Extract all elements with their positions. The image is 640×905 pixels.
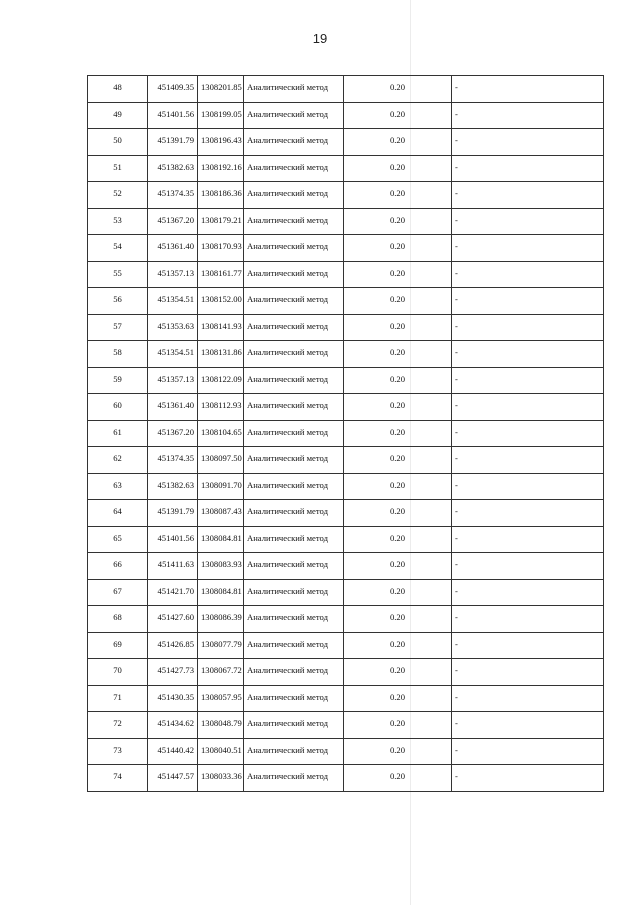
table-row [88, 685, 604, 712]
note-cell: - [452, 659, 604, 686]
method-cell: Аналитический метод [244, 738, 344, 765]
note-cell: - [452, 182, 604, 209]
point-number-cell: 57 [88, 314, 148, 341]
method-cell: Аналитический метод [244, 129, 344, 156]
x-coordinate-cell: 451374.35 [148, 447, 198, 474]
table-row [88, 738, 604, 765]
y-coordinate-cell: 1308097.50 [198, 447, 244, 474]
point-number-cell: 74 [88, 765, 148, 792]
note-cell: - [452, 579, 604, 606]
method-cell: Аналитический метод [244, 102, 344, 129]
y-coordinate-cell: 1308077.79 [198, 632, 244, 659]
method-cell: Аналитический метод [244, 394, 344, 421]
point-number-cell: 58 [88, 341, 148, 368]
accuracy-cell: 0.20 [344, 659, 452, 686]
y-coordinate-cell: 1308048.79 [198, 712, 244, 739]
table-row [88, 129, 604, 156]
accuracy-cell: 0.20 [344, 447, 452, 474]
accuracy-cell: 0.20 [344, 182, 452, 209]
table-row [88, 102, 604, 129]
method-cell: Аналитический метод [244, 685, 344, 712]
method-cell: Аналитический метод [244, 765, 344, 792]
x-coordinate-cell: 451357.13 [148, 367, 198, 394]
point-number-cell: 73 [88, 738, 148, 765]
point-number-cell: 69 [88, 632, 148, 659]
accuracy-cell: 0.20 [344, 208, 452, 235]
accuracy-cell: 0.20 [344, 553, 452, 580]
note-cell: - [452, 685, 604, 712]
note-cell: - [452, 341, 604, 368]
point-number-cell: 60 [88, 394, 148, 421]
note-cell: - [452, 367, 604, 394]
x-coordinate-cell: 451426.85 [148, 632, 198, 659]
note-cell: - [452, 420, 604, 447]
accuracy-cell: 0.20 [344, 500, 452, 527]
accuracy-cell: 0.20 [344, 632, 452, 659]
note-cell: - [452, 765, 604, 792]
table-row [88, 473, 604, 500]
accuracy-cell: 0.20 [344, 765, 452, 792]
accuracy-cell: 0.20 [344, 155, 452, 182]
y-coordinate-cell: 1308152.00 [198, 288, 244, 315]
x-coordinate-cell: 451391.79 [148, 129, 198, 156]
x-coordinate-cell: 451382.63 [148, 155, 198, 182]
note-cell: - [452, 553, 604, 580]
point-number-cell: 59 [88, 367, 148, 394]
method-cell: Аналитический метод [244, 155, 344, 182]
method-cell: Аналитический метод [244, 473, 344, 500]
coordinates-table [87, 75, 604, 792]
method-cell: Аналитический метод [244, 712, 344, 739]
y-coordinate-cell: 1308131.86 [198, 341, 244, 368]
note-cell: - [452, 606, 604, 633]
table-row [88, 765, 604, 792]
note-cell: - [452, 526, 604, 553]
method-cell: Аналитический метод [244, 659, 344, 686]
y-coordinate-cell: 1308201.85 [198, 76, 244, 103]
table-row [88, 579, 604, 606]
table-row [88, 712, 604, 739]
y-coordinate-cell: 1308186.36 [198, 182, 244, 209]
method-cell: Аналитический метод [244, 606, 344, 633]
x-coordinate-cell: 451440.42 [148, 738, 198, 765]
method-cell: Аналитический метод [244, 447, 344, 474]
method-cell: Аналитический метод [244, 420, 344, 447]
note-cell: - [452, 288, 604, 315]
y-coordinate-cell: 1308084.81 [198, 579, 244, 606]
accuracy-cell: 0.20 [344, 261, 452, 288]
accuracy-cell: 0.20 [344, 341, 452, 368]
note-cell: - [452, 738, 604, 765]
method-cell: Аналитический метод [244, 208, 344, 235]
table-row [88, 394, 604, 421]
table-row [88, 526, 604, 553]
x-coordinate-cell: 451447.57 [148, 765, 198, 792]
point-number-cell: 64 [88, 500, 148, 527]
note-cell: - [452, 261, 604, 288]
x-coordinate-cell: 451401.56 [148, 526, 198, 553]
accuracy-cell: 0.20 [344, 579, 452, 606]
method-cell: Аналитический метод [244, 632, 344, 659]
y-coordinate-cell: 1308084.81 [198, 526, 244, 553]
x-coordinate-cell: 451421.70 [148, 579, 198, 606]
accuracy-cell: 0.20 [344, 288, 452, 315]
table-row [88, 659, 604, 686]
x-coordinate-cell: 451382.63 [148, 473, 198, 500]
y-coordinate-cell: 1308122.09 [198, 367, 244, 394]
method-cell: Аналитический метод [244, 261, 344, 288]
y-coordinate-cell: 1308196.43 [198, 129, 244, 156]
note-cell: - [452, 632, 604, 659]
point-number-cell: 67 [88, 579, 148, 606]
accuracy-cell: 0.20 [344, 76, 452, 103]
table-row [88, 447, 604, 474]
note-cell: - [452, 76, 604, 103]
method-cell: Аналитический метод [244, 314, 344, 341]
point-number-cell: 48 [88, 76, 148, 103]
note-cell: - [452, 102, 604, 129]
table-row [88, 341, 604, 368]
table-row [88, 208, 604, 235]
point-number-cell: 70 [88, 659, 148, 686]
accuracy-cell: 0.20 [344, 606, 452, 633]
point-number-cell: 51 [88, 155, 148, 182]
note-cell: - [452, 155, 604, 182]
x-coordinate-cell: 451430.35 [148, 685, 198, 712]
note-cell: - [452, 473, 604, 500]
point-number-cell: 49 [88, 102, 148, 129]
method-cell: Аналитический метод [244, 76, 344, 103]
point-number-cell: 62 [88, 447, 148, 474]
y-coordinate-cell: 1308083.93 [198, 553, 244, 580]
note-cell: - [452, 235, 604, 262]
method-cell: Аналитический метод [244, 235, 344, 262]
table-row [88, 632, 604, 659]
accuracy-cell: 0.20 [344, 314, 452, 341]
method-cell: Аналитический метод [244, 341, 344, 368]
accuracy-cell: 0.20 [344, 473, 452, 500]
accuracy-cell: 0.20 [344, 420, 452, 447]
point-number-cell: 68 [88, 606, 148, 633]
y-coordinate-cell: 1308057.95 [198, 685, 244, 712]
y-coordinate-cell: 1308161.77 [198, 261, 244, 288]
point-number-cell: 65 [88, 526, 148, 553]
page-number: 19 [312, 31, 328, 46]
y-coordinate-cell: 1308067.72 [198, 659, 244, 686]
y-coordinate-cell: 1308104.65 [198, 420, 244, 447]
table-row [88, 606, 604, 633]
x-coordinate-cell: 451354.51 [148, 341, 198, 368]
method-cell: Аналитический метод [244, 526, 344, 553]
point-number-cell: 72 [88, 712, 148, 739]
x-coordinate-cell: 451374.35 [148, 182, 198, 209]
note-cell: - [452, 129, 604, 156]
point-number-cell: 56 [88, 288, 148, 315]
table-row [88, 288, 604, 315]
point-number-cell: 63 [88, 473, 148, 500]
method-cell: Аналитический метод [244, 288, 344, 315]
y-coordinate-cell: 1308112.93 [198, 394, 244, 421]
y-coordinate-cell: 1308199.05 [198, 102, 244, 129]
point-number-cell: 61 [88, 420, 148, 447]
x-coordinate-cell: 451367.20 [148, 208, 198, 235]
x-coordinate-cell: 451391.79 [148, 500, 198, 527]
table-row [88, 500, 604, 527]
accuracy-cell: 0.20 [344, 712, 452, 739]
y-coordinate-cell: 1308091.70 [198, 473, 244, 500]
accuracy-cell: 0.20 [344, 685, 452, 712]
x-coordinate-cell: 451411.63 [148, 553, 198, 580]
coordinates-table-body [88, 76, 604, 792]
accuracy-cell: 0.20 [344, 102, 452, 129]
x-coordinate-cell: 451409.35 [148, 76, 198, 103]
y-coordinate-cell: 1308170.93 [198, 235, 244, 262]
note-cell: - [452, 712, 604, 739]
y-coordinate-cell: 1308141.93 [198, 314, 244, 341]
table-row [88, 261, 604, 288]
note-cell: - [452, 394, 604, 421]
table-row [88, 314, 604, 341]
point-number-cell: 53 [88, 208, 148, 235]
y-coordinate-cell: 1308179.21 [198, 208, 244, 235]
table-row [88, 420, 604, 447]
table-row [88, 235, 604, 262]
x-coordinate-cell: 451354.51 [148, 288, 198, 315]
x-coordinate-cell: 451401.56 [148, 102, 198, 129]
x-coordinate-cell: 451357.13 [148, 261, 198, 288]
point-number-cell: 66 [88, 553, 148, 580]
table-row [88, 182, 604, 209]
x-coordinate-cell: 451353.63 [148, 314, 198, 341]
note-cell: - [452, 314, 604, 341]
method-cell: Аналитический метод [244, 182, 344, 209]
table-row [88, 367, 604, 394]
table-row [88, 155, 604, 182]
point-number-cell: 54 [88, 235, 148, 262]
method-cell: Аналитический метод [244, 579, 344, 606]
method-cell: Аналитический метод [244, 367, 344, 394]
x-coordinate-cell: 451361.40 [148, 235, 198, 262]
y-coordinate-cell: 1308086.39 [198, 606, 244, 633]
table-row [88, 76, 604, 103]
accuracy-cell: 0.20 [344, 367, 452, 394]
method-cell: Аналитический метод [244, 500, 344, 527]
method-cell: Аналитический метод [244, 553, 344, 580]
accuracy-cell: 0.20 [344, 129, 452, 156]
accuracy-cell: 0.20 [344, 526, 452, 553]
note-cell: - [452, 447, 604, 474]
note-cell: - [452, 208, 604, 235]
x-coordinate-cell: 451427.60 [148, 606, 198, 633]
y-coordinate-cell: 1308192.16 [198, 155, 244, 182]
accuracy-cell: 0.20 [344, 738, 452, 765]
point-number-cell: 71 [88, 685, 148, 712]
x-coordinate-cell: 451361.40 [148, 394, 198, 421]
y-coordinate-cell: 1308040.51 [198, 738, 244, 765]
note-cell: - [452, 500, 604, 527]
y-coordinate-cell: 1308087.43 [198, 500, 244, 527]
accuracy-cell: 0.20 [344, 394, 452, 421]
point-number-cell: 52 [88, 182, 148, 209]
x-coordinate-cell: 451427.73 [148, 659, 198, 686]
x-coordinate-cell: 451367.20 [148, 420, 198, 447]
accuracy-cell: 0.20 [344, 235, 452, 262]
x-coordinate-cell: 451434.62 [148, 712, 198, 739]
y-coordinate-cell: 1308033.36 [198, 765, 244, 792]
point-number-cell: 50 [88, 129, 148, 156]
table-row [88, 553, 604, 580]
point-number-cell: 55 [88, 261, 148, 288]
